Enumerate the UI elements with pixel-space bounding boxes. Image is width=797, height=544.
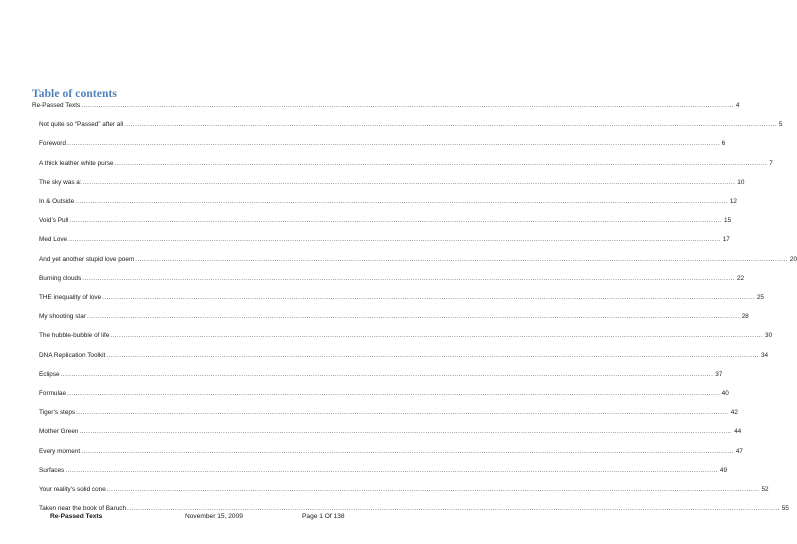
toc-entry-label: The sky was a: xyxy=(39,178,82,186)
toc-entry-page-number: 30 xyxy=(765,332,773,340)
toc-entry-page-number: 7 xyxy=(769,159,773,167)
toc-entry-page-number: 20 xyxy=(789,255,797,263)
toc-entry-label: Re-Passed Texts xyxy=(32,102,81,109)
toc-entry-label: Mother Green xyxy=(39,428,79,436)
toc-entry[interactable] xyxy=(39,274,745,283)
toc-entry[interactable] xyxy=(32,102,740,110)
toc-entry-label: Tiger’s steps xyxy=(39,409,76,417)
toc-entry-page-number: 12 xyxy=(729,198,737,205)
toc-entry-page-number: 34 xyxy=(760,351,769,359)
toc-entry-label: A thick leather white purse xyxy=(39,159,114,167)
toc-entry-label: Med Love xyxy=(39,236,68,244)
toc-entry-label: Foreword xyxy=(39,140,66,148)
toc-leader-dots: ............................................................................................................................................................................................................................................................................................................ xyxy=(110,332,764,340)
toc-entry[interactable] xyxy=(39,236,730,244)
toc-entry-page-number: 44 xyxy=(734,428,742,436)
toc-entry[interactable] xyxy=(39,505,789,513)
toc-leader-dots: ............................................................................................................................................................................................................................................................................................................ xyxy=(102,294,755,301)
toc-entry-label: THE inequality of love xyxy=(39,294,102,301)
toc-entry[interactable] xyxy=(39,198,737,206)
toc-entry-page-number: 55 xyxy=(781,505,789,513)
toc-entry[interactable] xyxy=(39,466,728,475)
footer-page-number: Page 1 Of 138 xyxy=(302,513,345,520)
toc-entry[interactable] xyxy=(39,486,769,494)
toc-leader-dots: ............................................................................................................................................................................................................................................................................................................ xyxy=(124,121,777,129)
toc-leader-dots: ............................................................................................................................................................................................................................................................................................................ xyxy=(75,198,728,205)
footer-date: November 15, 2009 xyxy=(185,513,243,520)
toc-entry[interactable] xyxy=(39,390,729,398)
toc-entry-label: Void’s Pull xyxy=(39,217,69,225)
toc-entry[interactable] xyxy=(39,178,745,187)
toc-entry-label: Formulae xyxy=(39,390,66,397)
toc-leader-dots: ............................................................................................................................................................................................................................................................................................................ xyxy=(114,159,768,167)
toc-entry-page-number: 17 xyxy=(722,236,730,244)
toc-title: Table of contents xyxy=(32,88,117,100)
toc-entry-page-number: 25 xyxy=(756,294,764,301)
toc-entry-page-number: 22 xyxy=(736,274,745,282)
footer-document-title: Re-Passed Texts xyxy=(50,513,103,520)
toc-entry-page-number: 5 xyxy=(778,121,783,129)
toc-leader-dots: ............................................................................................................................................................................................................................................................................................................ xyxy=(82,178,736,186)
toc-entry-label: Not quite so “Passed” after all xyxy=(39,121,124,129)
toc-leader-dots: ............................................................................................................................................................................................................................................................................................................ xyxy=(106,486,760,493)
toc-entry[interactable] xyxy=(39,447,743,456)
toc-entry[interactable] xyxy=(39,313,749,321)
toc-leader-dots: ............................................................................................................................................................................................................................................................................................................ xyxy=(79,428,733,436)
toc-leader-dots: ............................................................................................................................................................................................................................................................................................................ xyxy=(81,102,734,109)
toc-leader-dots: ............................................................................................................................................................................................................................................................................................................ xyxy=(67,390,720,397)
toc-entry-label: In & Outside xyxy=(39,198,75,205)
toc-entry[interactable] xyxy=(39,332,773,340)
toc-leader-dots: ............................................................................................................................................................................................................................................................................................................ xyxy=(81,447,734,455)
toc-entry-label: Taken near the book of Baruch xyxy=(39,505,127,513)
toc-leader-dots: ............................................................................................................................................................................................................................................................................................................ xyxy=(86,313,740,321)
toc-entry-label: DNA Replication Toolkit xyxy=(39,351,106,359)
toc-entry-page-number: 10 xyxy=(737,178,745,186)
toc-entry-page-number: 42 xyxy=(730,409,738,417)
toc-entry-label: My shooting star xyxy=(39,313,86,321)
toc-entry[interactable] xyxy=(39,428,742,436)
toc-leader-dots: ............................................................................................................................................................................................................................................................................................................ xyxy=(67,140,720,148)
toc-leader-dots: ............................................................................................................................................................................................................................................................................................................ xyxy=(76,409,729,417)
toc-leader-dots: ............................................................................................................................................................................................................................................................................................................ xyxy=(68,236,721,244)
toc-entry-label: Surfaces xyxy=(39,466,65,474)
toc-entry-label: Every moment xyxy=(39,447,81,455)
toc-entry-page-number: 37 xyxy=(715,370,723,378)
toc-entry-page-number: 47 xyxy=(735,447,743,455)
toc-entry-page-number: 4 xyxy=(735,102,740,109)
toc-entry-page-number: 52 xyxy=(761,486,769,493)
toc-entry-label: Eclipse xyxy=(39,370,60,378)
toc-entry[interactable] xyxy=(39,217,732,225)
toc-entry-page-number: 15 xyxy=(724,217,732,225)
toc-entry-label: Burning clouds xyxy=(39,274,82,282)
toc-leader-dots: ............................................................................................................................................................................................................................................................................................................ xyxy=(69,217,723,225)
toc-entry-label: Your reality’s solid cone xyxy=(39,486,106,493)
toc-leader-dots: ............................................................................................................................................................................................................................................................................................................ xyxy=(60,370,714,378)
toc-leader-dots: ............................................................................................................................................................................................................................................................................................................ xyxy=(127,505,780,513)
toc-leader-dots: ............................................................................................................................................................................................................................................................................................................ xyxy=(106,351,759,359)
toc-entry[interactable] xyxy=(39,409,738,417)
toc-entry[interactable] xyxy=(39,255,797,264)
toc-leader-dots: ............................................................................................................................................................................................................................................................................................................ xyxy=(65,466,718,474)
toc-entry[interactable] xyxy=(39,294,764,302)
toc-entry-page-number: 28 xyxy=(741,313,749,321)
toc-entry-label: And yet another stupid love poem xyxy=(39,255,135,263)
toc-leader-dots: ............................................................................................................................................................................................................................................................................................................ xyxy=(82,274,735,282)
toc-entry[interactable] xyxy=(39,121,783,129)
toc-entry-page-number: 40 xyxy=(721,390,729,397)
toc-entry-page-number: 49 xyxy=(719,466,728,474)
toc-entry-page-number: 6 xyxy=(721,140,726,148)
toc-entry[interactable] xyxy=(39,159,773,168)
toc-leader-dots: ............................................................................................................................................................................................................................................................................................................ xyxy=(135,255,788,263)
toc-entry[interactable] xyxy=(39,351,769,360)
toc-entry-label: The hubble-bubble of life xyxy=(39,332,110,340)
toc-entry[interactable] xyxy=(39,140,726,148)
toc-entry[interactable] xyxy=(39,370,723,379)
